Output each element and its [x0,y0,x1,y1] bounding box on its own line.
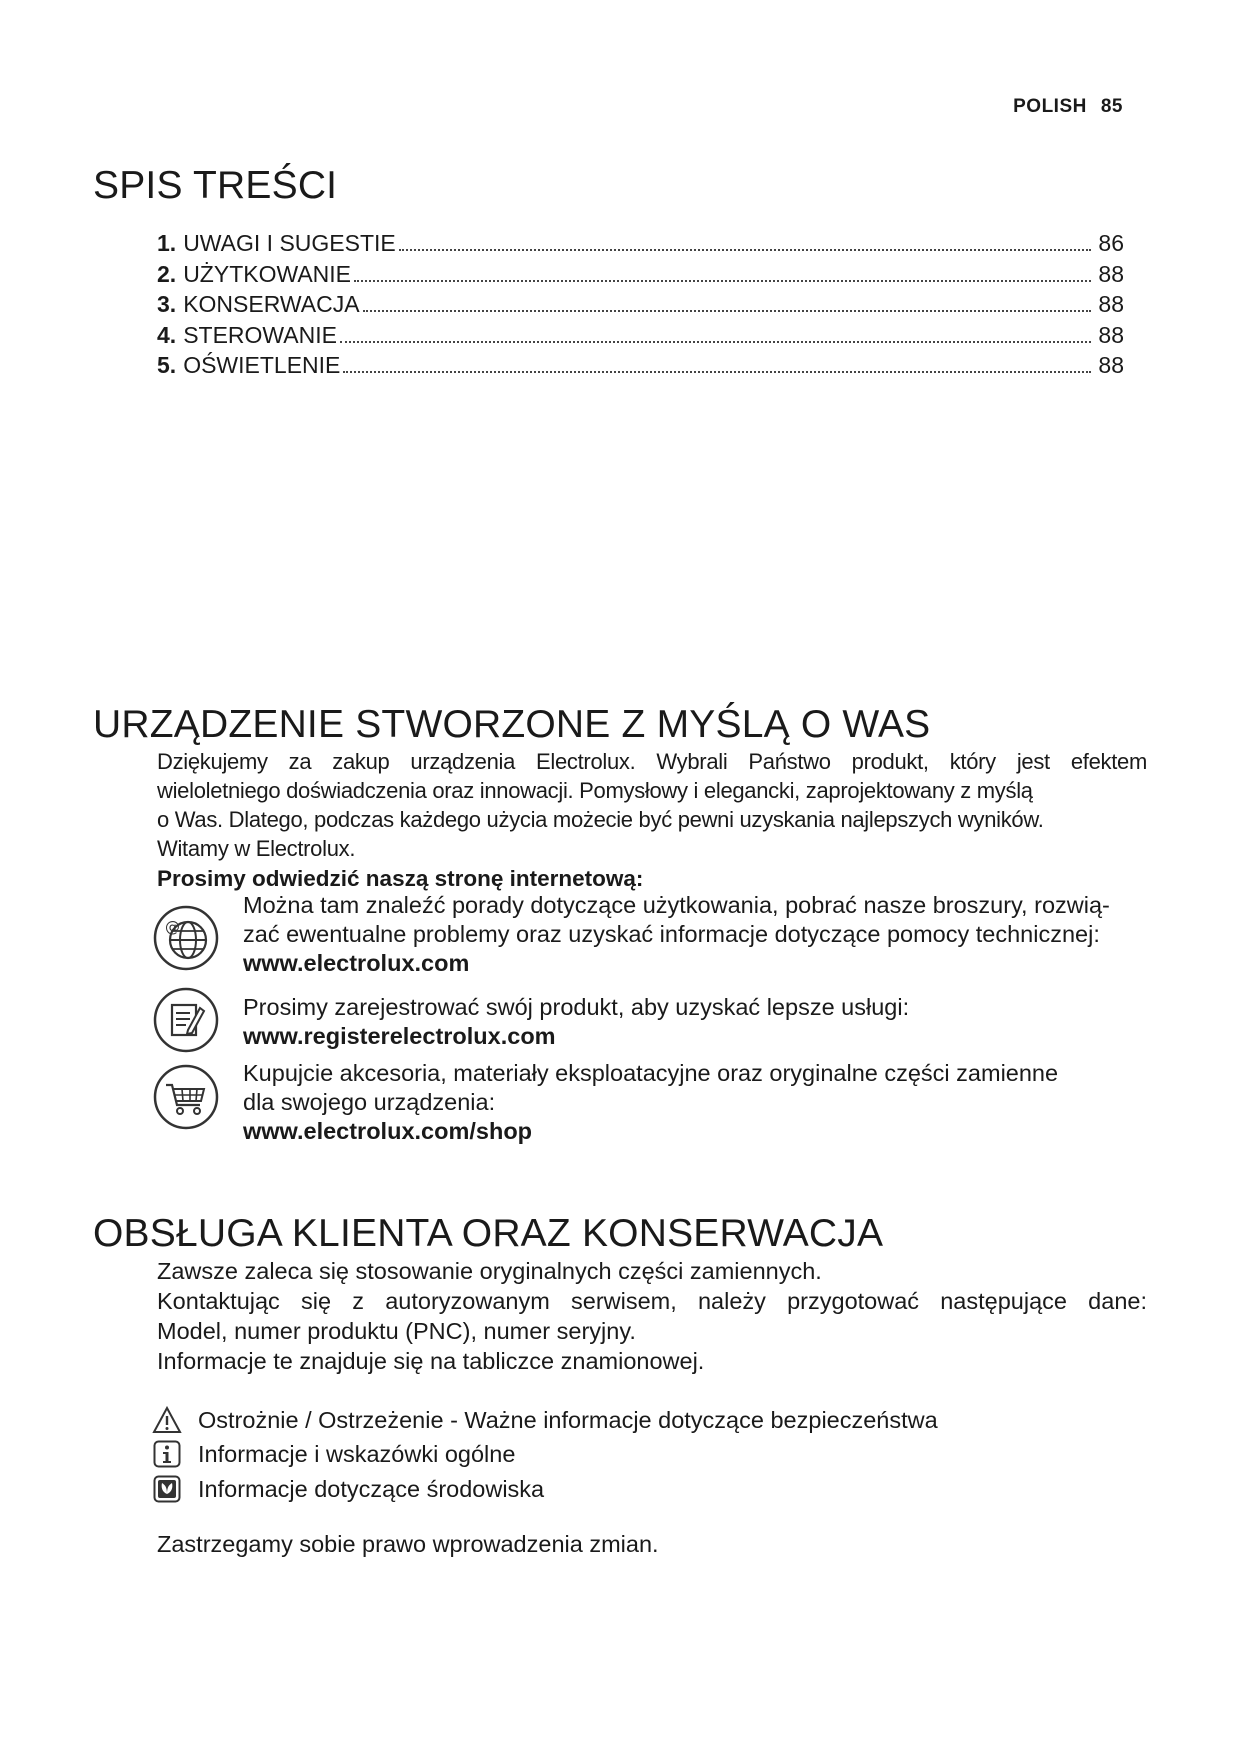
service-line: Informacje te znajduje się na tabliczce znamionowej. [157,1348,705,1374]
toc-item-label: UŻYTKOWANIE [183,260,352,287]
register-entry [243,993,1173,1051]
intro-line: wieloletniego doświadczenia oraz innowacji. Pomysłowy i elegancki, zaprojektowany z myślą [157,778,1033,803]
shopping-cart-icon [152,1063,220,1131]
toc-item[interactable] [157,291,1124,322]
toc-item-page: 88 [1098,321,1124,348]
toc-item[interactable] [157,352,1124,383]
legend-environment [152,1474,544,1504]
toc-item-number: 3. [157,291,177,317]
service-line: Kontaktując się z autoryzowanym serwisem, należy przygotować następujące dane: [157,1288,1147,1314]
legend-text: Ostrożnie / Ostrzeżenie - Ważne informacje dotyczące bezpieczeństwa [198,1406,938,1433]
toc-title: SPIS TREŚCI [93,164,338,207]
entry-line: Można tam znaleźć porady dotyczące użytkowania, pobrać nasze broszury, rozwią- [243,892,1110,918]
warning-icon [152,1405,182,1435]
legend-info [152,1439,515,1469]
entry-line: dla swojego urządzenia: [243,1089,496,1115]
svg-text:@: @ [165,918,180,936]
legend-text: Informacje dotyczące środowiska [198,1475,545,1502]
intro-line: Witamy w Electrolux. [157,836,356,861]
intro-line: Dziękujemy za zakup urządzenia Electrolux. Wybrali Państwo produkt, który jest efektem [157,749,1147,774]
register-link[interactable]: www.registerelectrolux.com [243,1023,556,1049]
toc-leader-dots [363,309,1091,312]
legend-text: Informacje i wskazówki ogólne [198,1440,516,1467]
table-of-contents [157,230,1124,383]
page-header [1013,96,1123,118]
toc-item-number: 5. [157,352,177,378]
service-line: Zawsze zaleca się stosowanie oryginalnych części zamiennych. [157,1258,822,1284]
toc-item-number: 4. [157,321,177,348]
info-icon [152,1439,182,1469]
shop-link[interactable]: www.electrolux.com/shop [243,1118,533,1144]
entry-line: zać ewentualne problemy oraz uzyskać informacje dotyczące pomocy technicznej: [243,921,1100,947]
toc-item-label: STEROWANIE [183,321,337,348]
toc-item[interactable] [157,261,1124,292]
service-paragraph [157,1256,1147,1376]
toc-item-page: 88 [1098,291,1124,317]
shop-entry [243,1059,1173,1146]
service-title: OBSŁUGA KLIENTA ORAZ KONSERWACJA [93,1212,884,1255]
toc-leader-dots [399,248,1091,251]
register-icon [152,986,220,1054]
toc-item-label: OŚWIETLENIE [183,352,341,378]
toc-item-label: UWAGI I SUGESTIE [183,230,396,256]
toc-item-page: 88 [1098,260,1124,287]
toc-leader-dots [343,370,1091,373]
website-link[interactable]: www.electrolux.com [243,950,470,976]
environment-icon [152,1474,182,1504]
legend-warning [152,1405,938,1435]
disclaimer-note: Zastrzegamy sobie prawo wprowadzenia zmian. [157,1531,659,1557]
toc-item-page: 86 [1098,230,1124,256]
language-label: POLISH [1013,96,1087,117]
toc-item[interactable] [157,230,1124,261]
intro-line: o Was. Dlatego, podczas każdego użycia możecie być pewni uzyskania najlepszych wyników. [157,807,1044,832]
toc-item-label: KONSERWACJA [183,291,360,317]
entry-line: Prosimy zarejestrować swój produkt, aby uzyskać lepsze usługi: [243,994,910,1020]
visit-heading: Prosimy odwiedzić naszą stronę internetową: [157,866,644,891]
toc-item-page: 88 [1098,352,1124,378]
intro-title: URZĄDZENIE STWORZONE Z MYŚLĄ O WAS [93,703,931,746]
page-number: 85 [1100,96,1123,117]
toc-leader-dots [340,340,1091,343]
toc-item[interactable] [157,322,1124,353]
toc-item-number: 2. [157,260,177,287]
toc-leader-dots [354,279,1091,282]
entry-line: Kupujcie akcesoria, materiały eksploatacyjne oraz oryginalne części zamienne [243,1060,1059,1086]
service-line: Model, numer produktu (PNC), numer seryjny. [157,1318,636,1344]
toc-item-number: 1. [157,230,177,256]
globe-icon [152,904,220,972]
intro-paragraph [157,747,1147,863]
website-entry [243,891,1173,978]
